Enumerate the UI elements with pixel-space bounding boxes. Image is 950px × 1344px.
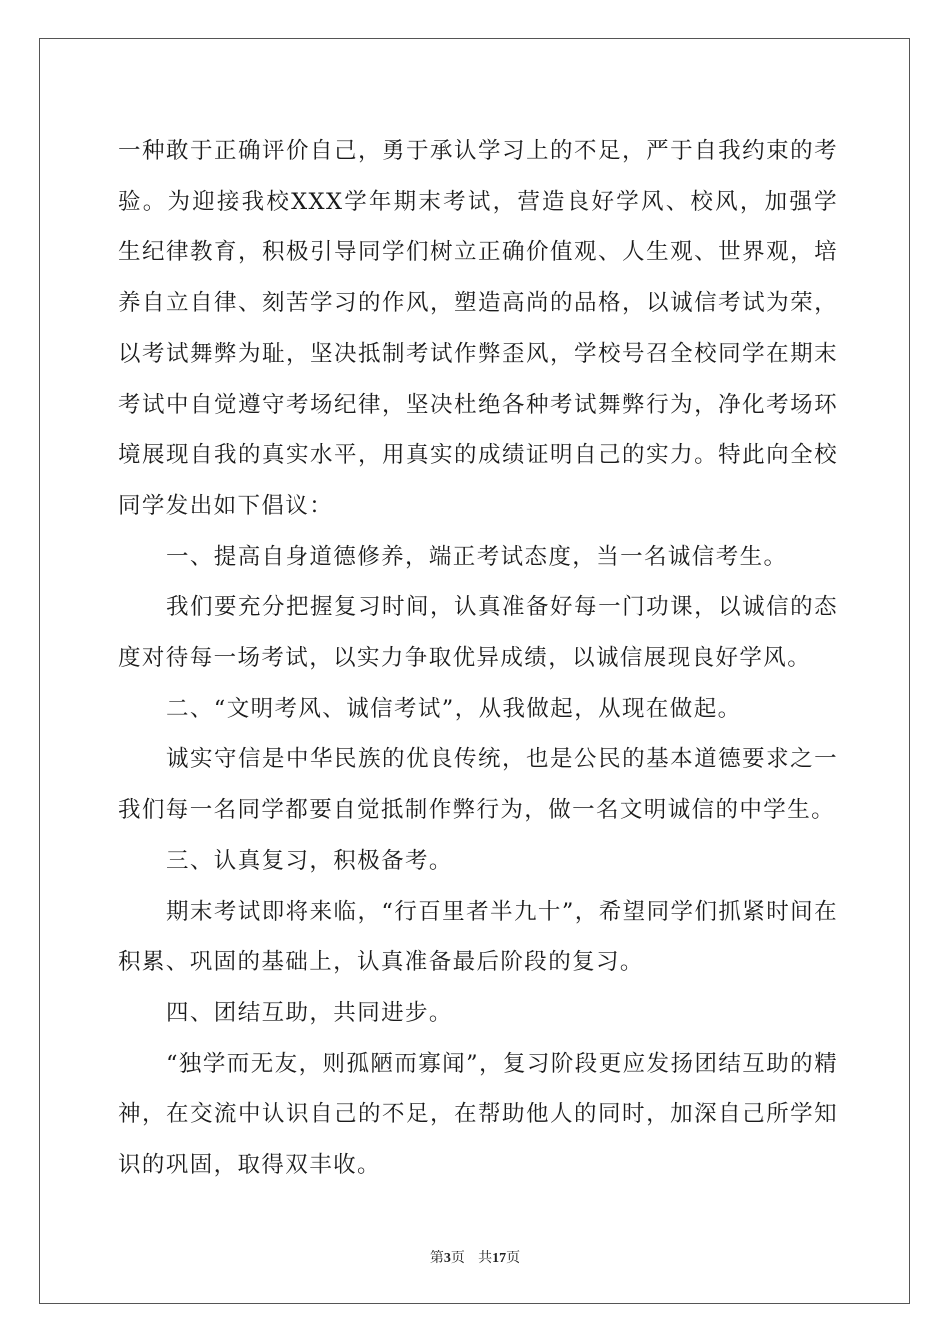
footer-total-pages: 17	[492, 1251, 507, 1266]
footer-page-suffix: 页	[450, 1250, 465, 1266]
paragraph-body-3: 期末考试即将来临，“行百里者半九十”，希望同学们抓紧时间在积累、巩固的基础上，认真准备最后阶段的复习。	[118, 898, 838, 976]
footer-page-number: 3	[443, 1251, 451, 1266]
footer-page-prefix: 第	[429, 1250, 444, 1266]
document-body	[118, 126, 838, 1191]
paragraph-heading-2: 二、“文明考风、诚信考试”，从我做起，从现在做起。	[166, 695, 742, 722]
paragraph-body-2: 诚实守信是中华民族的优良传统，也是公民的基本道德要求之一我们每一名同学都要自觉抵制作弊行为，做一名文明诚信的中学生。	[118, 746, 838, 824]
paragraph-body-1: 我们要充分把握复习时间，认真准备好每一门功课，以诚信的态度对待每一场考试，以实力争取优异成绩，以诚信展现良好学风。	[118, 594, 838, 672]
page-footer	[0, 1247, 950, 1267]
footer-total-prefix: 共	[478, 1250, 493, 1266]
paragraph-heading-4: 四、团结互助，共同进步。	[166, 999, 453, 1026]
paragraph-intro: 一种敢于正确评价自己，勇于承认学习上的不足，严于自我约束的考验。为迎接我校XXX学年期末考试，营造良好学风、校风，加强学生纪律教育，积极引导同学们树立正确价值观、人生观、世界观，培养自立自律、刻苦学习的作风，塑造高尚的品格，以诚信考试为荣，以考试舞弊为耻，坚决抵制考试作弊歪风，学校号召全校同学在期末考试中自觉遵守考场纪律，坚决杜绝各种考试舞弊行为，净化考场环境展现自我的真实水平，用真实的成绩证明自己的实力。特此向全校同学发出如下倡议：	[118, 138, 838, 519]
paragraph-heading-3: 三、认真复习，积极备考。	[166, 847, 453, 874]
paragraph-heading-1: 一、提高自身道德修养，端正考试态度，当一名诚信考生。	[166, 543, 788, 570]
footer-total-suffix: 页	[506, 1250, 521, 1266]
paragraph-body-4: “独学而无友，则孤陋而寡闻”，复习阶段更应发扬团结互助的精神，在交流中认识自己的不足，在帮助他人的同时，加深自己所学知识的巩固，取得双丰收。	[118, 1050, 838, 1179]
